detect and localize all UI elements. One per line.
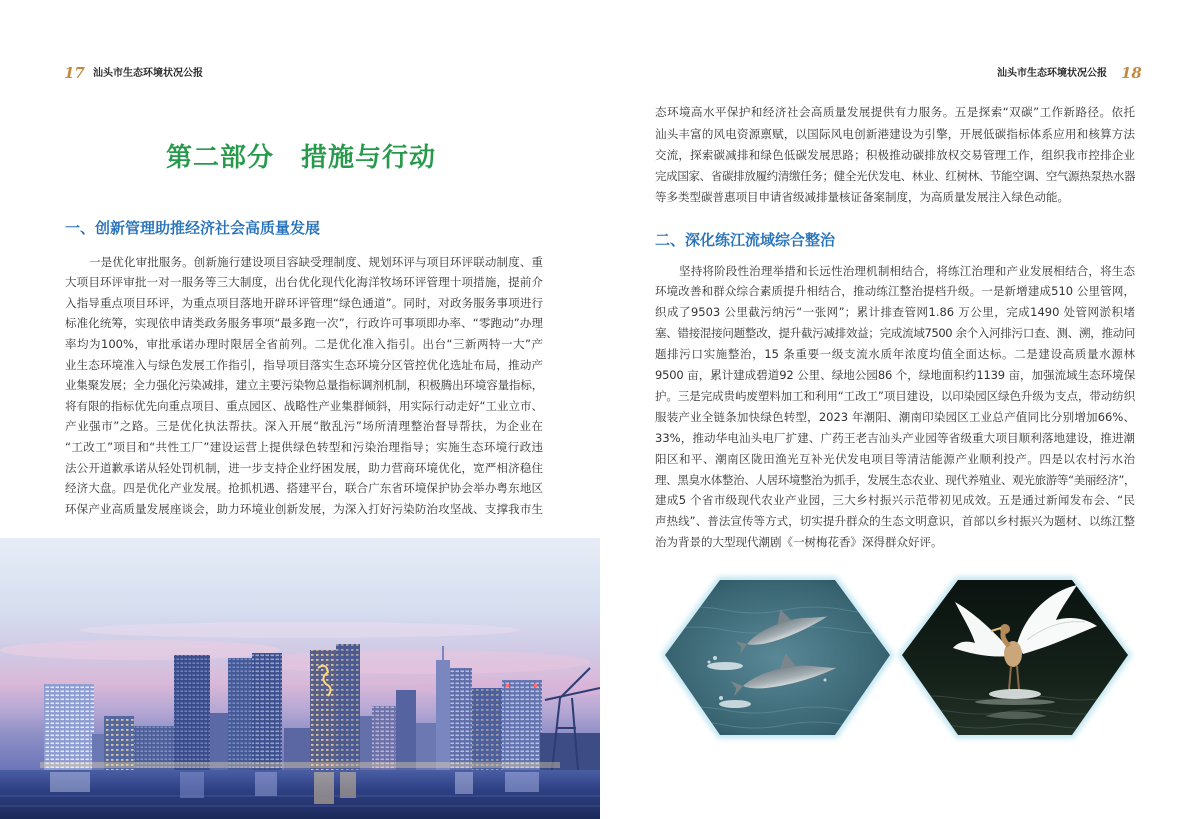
hexagon-photos: [655, 570, 1140, 746]
body-text-line: 法公开道歉承诺从轻处罚机制，进一步支持企业纾困发展，助力营商环境优化，宽严相济稳住: [65, 460, 543, 475]
body-text-line: 一是优化审批服务。创新施行建设项目容缺受理制度、规划环评与项目环评联动制度、重: [89, 254, 543, 269]
body-text-line: 环保产业高质量发展座谈会，助力环境业创新发展，为深入打好污染防治攻坚战、支撑我市生: [65, 501, 543, 516]
body-text-line: 坚持将阶段性治理举措和长远性治理机制相结合，将练江治理和产业发展相结合，将生态: [679, 263, 1135, 278]
body-text-line: 护。三是完成贵屿废塑料加工和利用“工改工”项目建设，以印染园区绿色升级为支点，带动纺织: [655, 388, 1135, 403]
page-number: 18: [1121, 64, 1142, 82]
section-heading: 二、深化练江流域综合整治: [655, 231, 836, 249]
body-text-line: 服装产业全链条加快绿色转型，2023 年潮阳、潮南印染园区工业总产值同比分别增加66%、: [655, 409, 1135, 424]
city-skyline-photo: [0, 538, 600, 819]
body-text-line: 态环境高水平保护和经济社会高质量发展提供有力服务。五是探索“双碳”工作新路径。依托: [655, 105, 1135, 120]
body-text-line: 业生态环境准入与绿色发展工作指引，指导项目落实生态环境分区管控优化选址布局，推动产: [65, 357, 543, 372]
body-text-line: 交流，探索碳减排和绿色低碳发展思路；积极推动碳排放权交易管理工作，组织我市控排企业: [655, 147, 1135, 162]
body-text-line: 完成国家、省碳排放履约清缴任务；健全光伏发电、林业、红树林、节能空调、空气源热泵热水器: [655, 169, 1135, 184]
body-text-line: 将有限的指标优先向重点项目、重点园区、战略性产业集群倾斜，用实际行动走好“工业立市、: [65, 398, 543, 413]
body-text-line: 阳区和平、潮南区陇田渔光互补光伏发电项目等清洁能源产业顺利投产。四是以农村污水治: [655, 451, 1135, 466]
running-header-title: 汕头市生态环境状况公报: [997, 68, 1107, 79]
body-paragraph: [655, 102, 1135, 208]
body-text-line: 业集聚发展；全力强化污染减排，建立主要污染物总量指标调剂机制，积极腾出环境容量指标，: [65, 378, 543, 393]
body-text-line: 9500 亩，累计建成碧道92 公里、绿地公园86 个，绿地面积约1139 亩，加强流域生态环境保: [655, 368, 1135, 383]
shore-lights: [40, 762, 560, 768]
body-text-line: 率均为100%，审批承诺办理时限居全省前列。二是优化准入指引。出台“三新两特一大”产: [65, 337, 543, 352]
body-text-line: 治为背景的大型现代潮剧《一树梅花香》深得群众好评。: [655, 535, 943, 550]
body-text-line: 产业强市”之路。三是优化执法帮扶。深入开展“散乱污”场所清理整治督导帮扶，为企业在: [65, 419, 543, 434]
body-text-line: 汕头丰富的风电资源禀赋，以国际风电创新港建设为引擎，开展低碳指标体系应用和核算方法: [655, 126, 1135, 141]
body-text-line: 经济大盘。四是优化产业发展。抢抓机遇、搭建平台，联合广东省环境保护协会举办粤东地区: [65, 481, 543, 496]
body-text-line: 理、黑臭水体整治、人居环境整治为抓手，发展生态农业、现代养殖业、观光旅游等“美丽经济”，: [655, 472, 1135, 487]
body-text-line: 等多类型碳普惠项目申请省级减排量核证备案制度，为高质量发展注入绿色动能。: [655, 190, 1069, 205]
dolphin-photo: [655, 570, 905, 746]
part-title: 第二部分 措施与行动: [166, 143, 437, 173]
running-header-title: 汕头市生态环境状况公报: [93, 68, 203, 79]
body-text-line: 标准化统筹，实现依申请类政务服务事项“最多跑一次”，行政许可事项即办率、“零跑动”办理: [65, 316, 543, 331]
section-heading: 一、创新管理助推经济社会高质量发展: [65, 219, 321, 237]
body-text-line: 建成5 个省市级现代农业产业园，三大乡村振兴示范带初见成效。五是通过新闻发布会、“民: [655, 493, 1135, 508]
body-text-line: 大项目环评审批一对一服务等三大制度，出台优化现代化海洋牧场环评管理十项措施，提前介: [65, 275, 543, 290]
page-number: 17: [64, 64, 85, 82]
body-text-line: 题排污口实施整治，15 条重要一级支流水质年浓度均值全面达标。二是建设高质量水源林: [655, 347, 1135, 362]
heron-photo: [895, 570, 1140, 746]
body-text-line: 织成了9503 公里截污纳污“一张网”；累计排查管网1.86 万公里，完成1490 处管网淤积堵: [655, 305, 1135, 320]
body-text-line: “工改工”项目和“共性工厂”建设运营上提供绿色转型和污染治理指导；实施生态环境行政违: [65, 440, 543, 455]
body-paragraph: [655, 261, 1135, 554]
body-text-line: 塞、错接混接问题整改，提升截污减排效益；完成流域7500 余个入河排污口查、测、溯，推动问: [655, 326, 1135, 341]
body-text-line: 声热线”、普法宣传等方式，切实提升群众的生态文明意识，首部以乡村振兴为题材、以练江整: [655, 514, 1135, 529]
body-text-line: 入指导重点项目环评，为重点项目落地开辟环评管理“绿色通道”。同时，对政务服务事项进行: [65, 295, 543, 310]
head: [1000, 624, 1010, 634]
body-paragraph: [65, 252, 543, 520]
body-text-line: 33%，推动华电汕头电厂扩建、广药王老吉汕头产业园等省级重大项目顺利落地建设，推进潮: [655, 430, 1135, 445]
body-text-line: 环境改善和群众综合素质提升相结合，推动练江整治提档升级。一是新增建成510 公里管网，: [655, 284, 1135, 299]
